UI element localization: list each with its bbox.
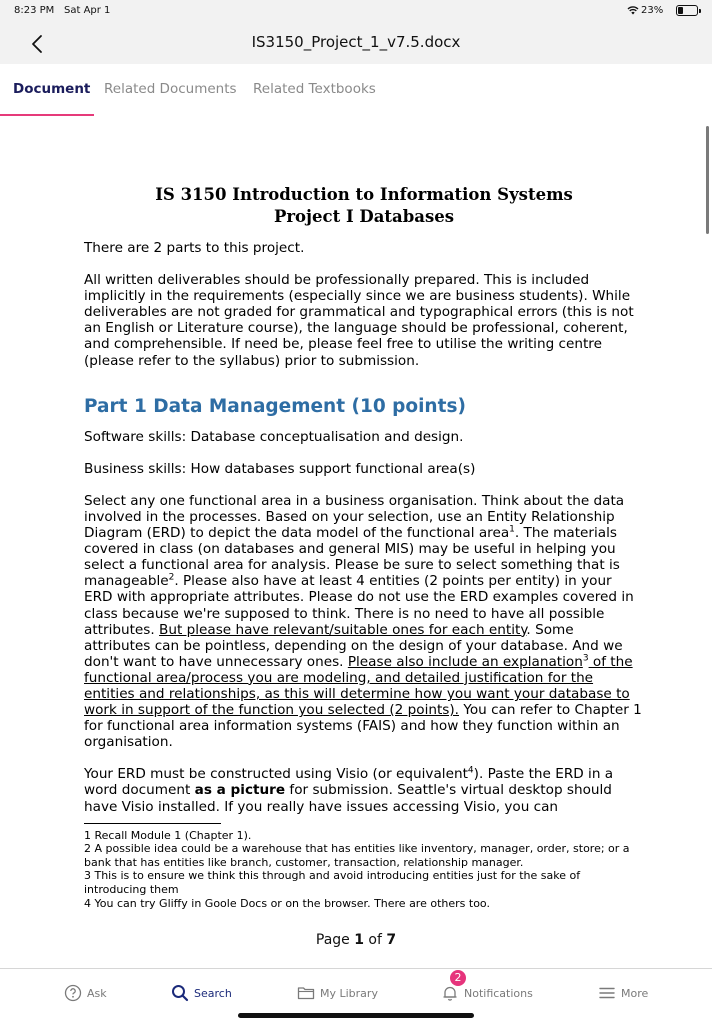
nav-my-library-label: My Library	[320, 986, 378, 1000]
battery-icon	[676, 5, 698, 16]
header	[0, 22, 712, 64]
home-indicator[interactable]	[238, 1013, 474, 1018]
part-1-heading: Part 1 Data Management (10 points)	[84, 395, 466, 417]
document-title: IS3150_Project_1_v7.5.docx	[251, 33, 461, 51]
document-page	[84, 184, 644, 910]
heading-line-2: Project I Databases	[273, 207, 455, 226]
status-date: Sat Apr 1	[64, 5, 111, 16]
footnote-2: 2 A possible idea could be a warehouse that has entities like inventory, manager, order, store; or a bank that has entities like branch, customer, transaction, relationship manager.	[84, 842, 630, 869]
search-icon	[171, 984, 189, 1002]
status-time: 8:23 PM	[14, 5, 55, 16]
menu-icon	[598, 984, 616, 1002]
tab-bar	[0, 64, 712, 116]
software-skills: Software skills: Database conceptualisation and design.	[84, 428, 464, 445]
wifi-icon	[627, 4, 639, 16]
footnote-divider	[84, 823, 221, 824]
status-bar	[0, 0, 712, 22]
battery-percent: 23%	[641, 5, 664, 16]
footnote-4: 4 You can try Gliffy in Goole Docs or on the browser. There are others too.	[84, 896, 490, 910]
tab-related-textbooks[interactable]: Related Textbooks	[253, 81, 376, 97]
business-skills: Business skills: How databases support functional area(s)	[84, 460, 476, 477]
nav-search-label: Search	[194, 986, 232, 1000]
active-tab-indicator	[0, 114, 94, 116]
tab-document[interactable]: Document	[13, 81, 91, 97]
task-paragraph: Select any one functional area in a business organisation. Think about the data involved in the processes. Based on your selection, use an Entity Relationship Diagram (ERD) to depict the data model of the functional area$^1$. The materials covered in class (on databases and general MIS) may be useful in helping you select a functional area for analysis. Please be sure to select something that is manageable$^2$. Please also have at least 4 entities (2 points per entity) in your ERD with appropriate attributes. Please do not use the ERD examples covered in class because we're supposed to think. There is no need to have all possible attributes. But please have relevant/suitable ones for each entity. Some attributes can be pointless, depending on the design of your database. And we don't want to have unnecessary ones. Please also include an explanation$^3$ of the functional area/process you are modeling, and detailed justification for the entities and relationships, as this will determine how you want your database to work in support of the function you selected (2 points). You can refer to Chapter 1 for functional area information systems (FAIS) and how they function within an organisation.	[84, 492, 642, 751]
nav-ask[interactable]	[64, 982, 107, 1004]
nav-more[interactable]	[598, 982, 648, 1004]
intro-paragraph: There are 2 parts to this project.	[84, 240, 305, 256]
notification-badge: 2	[450, 970, 466, 986]
heading-line-1: IS 3150 Introduction to Information Systems	[155, 185, 573, 204]
nav-notifications-label: Notifications	[464, 986, 533, 1000]
nav-my-library[interactable]	[297, 982, 378, 1004]
footnotes	[84, 829, 644, 911]
page-indicator: Page 1 of 7	[315, 932, 397, 948]
tab-related-documents[interactable]: Related Documents	[104, 81, 237, 97]
document-heading	[84, 184, 644, 228]
bell-icon	[441, 984, 459, 1002]
question-icon	[64, 984, 82, 1002]
footnote-3: 3 This is to ensure we think this through and avoid introducing entities just for the sake of introducing them	[84, 869, 581, 896]
deliverables-paragraph: All written deliverables should be professionally prepared. This is included implicitly in the requirements (especially since we are business students). While deliverables are not graded for grammatical and typographical errors (this is not an English or Literature course), the language should be professional, coherent, and comprehensible. If need be, please feel free to utilise the writing centre (please refer to the syllabus) prior to submission.	[84, 272, 634, 369]
scrollbar[interactable]	[706, 126, 709, 234]
nav-more-label: More	[621, 986, 649, 1000]
footnote-1: 1 Recall Module 1 (Chapter 1).	[84, 828, 252, 842]
folder-icon	[297, 984, 315, 1002]
erd-paragraph: Your ERD must be constructed using Visio (or equivalent$^4$). Paste the ERD in a word document as a picture for submission. Seattle's virtual desktop should have Visio installed. If you really have issues accessing Visio, you can	[84, 765, 614, 815]
nav-ask-label: Ask	[87, 986, 107, 1000]
nav-search[interactable]	[171, 982, 232, 1004]
